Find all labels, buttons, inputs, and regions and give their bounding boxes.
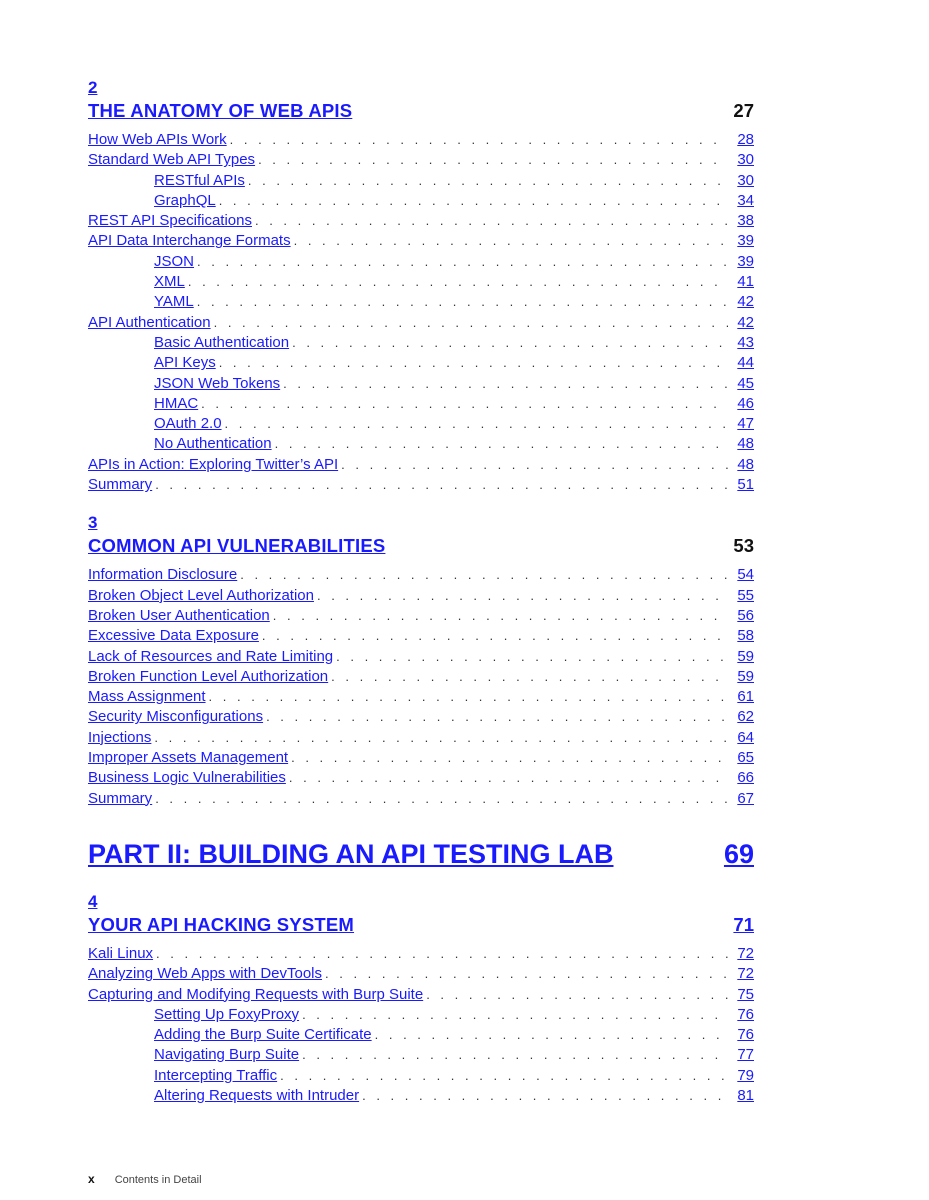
toc-entry-title-link[interactable]: GraphQL <box>154 191 216 209</box>
toc-entry[interactable] <box>88 789 754 809</box>
dot-leader <box>219 191 728 211</box>
dot-leader <box>262 626 728 646</box>
toc-entry-list <box>88 944 754 1106</box>
dot-leader <box>266 707 728 727</box>
toc-page <box>88 78 754 1124</box>
chapter-title-link[interactable]: THE ANATOMY OF WEB APIS <box>88 100 353 121</box>
toc-entry-title-link[interactable]: Broken User Authentication <box>88 606 270 624</box>
toc-entry[interactable] <box>88 647 754 667</box>
toc-entry-page-link[interactable]: 47 <box>737 415 754 433</box>
dot-leader <box>291 748 728 768</box>
dot-leader <box>209 687 728 707</box>
toc-entry-title-link[interactable]: API Keys <box>154 354 216 372</box>
dot-leader <box>197 252 728 272</box>
footer-label: Contents in Detail <box>114 1174 202 1186</box>
toc-entry-page-link[interactable]: 54 <box>737 566 754 584</box>
toc-entry-title-link[interactable]: Information Disclosure <box>88 566 238 584</box>
chapter-title-link[interactable]: COMMON API VULNERABILITIES <box>88 535 386 557</box>
dot-leader <box>362 1086 728 1106</box>
toc-entry-title-link[interactable]: Altering Requests with Intruder <box>154 1086 360 1104</box>
toc-entry[interactable] <box>88 606 754 626</box>
toc-entry-page-link[interactable]: 75 <box>737 985 754 1003</box>
toc-entry-page-link[interactable]: 30 <box>737 151 754 169</box>
toc-entry-title-link[interactable]: Mass Assignment <box>88 688 206 706</box>
toc-entry-page-link[interactable]: 65 <box>737 749 754 767</box>
toc-entry-title-link[interactable]: Basic Authentication <box>154 333 290 351</box>
toc-entry[interactable] <box>88 944 754 964</box>
dot-leader <box>331 667 728 687</box>
dot-leader <box>155 475 728 495</box>
toc-entry[interactable] <box>88 768 754 788</box>
toc-entry-page-link[interactable]: 34 <box>737 191 754 209</box>
toc-entry[interactable] <box>88 313 754 333</box>
dot-leader <box>275 434 728 454</box>
dot-leader <box>197 292 728 312</box>
toc-subentry[interactable] <box>88 1086 754 1106</box>
dot-leader <box>188 272 728 292</box>
toc-entry[interactable] <box>88 130 754 150</box>
toc-entry[interactable] <box>88 687 754 707</box>
toc-entry-list <box>88 130 754 495</box>
toc-entry-page-link[interactable]: 51 <box>737 476 754 494</box>
toc-entry[interactable] <box>88 150 754 170</box>
dot-leader <box>255 211 728 231</box>
toc-entry-title-link[interactable]: Navigating Burp Suite <box>154 1046 300 1064</box>
toc-entry-title-link[interactable]: No Authentication <box>154 435 272 453</box>
toc-entry-title-link[interactable]: Setting Up FoxyProxy <box>154 1005 300 1023</box>
toc-entry[interactable] <box>88 475 754 495</box>
toc-subentry[interactable] <box>88 394 754 414</box>
dot-leader <box>292 333 728 353</box>
toc-entry-title-link[interactable]: Kali Linux <box>88 944 154 962</box>
toc-entry[interactable] <box>88 211 754 231</box>
part-page-link[interactable]: 69 <box>723 838 754 869</box>
toc-entry[interactable] <box>88 231 754 251</box>
toc-entry[interactable] <box>88 728 754 748</box>
toc-entry[interactable] <box>88 964 754 984</box>
dot-leader <box>258 150 728 170</box>
toc-entry-page-link[interactable]: 56 <box>737 606 754 624</box>
toc-entry-page-link[interactable]: 45 <box>737 374 754 392</box>
toc-entry-page-link[interactable]: 61 <box>737 688 754 706</box>
chapter-heading <box>88 533 754 559</box>
toc-subentry[interactable] <box>88 292 754 312</box>
toc-entry-title-link[interactable]: Capturing and Modifying Requests with Burp Suite <box>88 985 424 1003</box>
dot-leader <box>273 606 728 626</box>
dot-leader <box>248 171 728 191</box>
toc-entry-title-link[interactable]: JSON Web Tokens <box>154 374 281 392</box>
dot-leader <box>156 944 728 964</box>
dot-leader <box>240 565 728 585</box>
toc-subentry[interactable] <box>88 252 754 272</box>
dot-leader <box>219 353 728 373</box>
dot-leader <box>154 728 728 748</box>
part-title-link[interactable]: PART II: BUILDING AN API TESTING LAB <box>88 838 614 869</box>
toc-subentry[interactable] <box>88 434 754 454</box>
toc-entry[interactable] <box>88 985 754 1005</box>
toc-entry-page-link[interactable]: 42 <box>737 313 754 331</box>
dot-leader <box>214 313 728 333</box>
dot-leader <box>317 586 728 606</box>
toc-entry-page-link[interactable]: 76 <box>737 1005 754 1023</box>
toc-entry-page-link[interactable]: 48 <box>737 455 754 473</box>
toc-entry-page-link[interactable]: 39 <box>737 252 754 270</box>
toc-entry-title-link[interactable]: Business Logic Vulnerabilities <box>88 769 286 787</box>
toc-subentry[interactable] <box>88 1045 754 1065</box>
toc-entry-title-link[interactable]: YAML <box>154 293 194 311</box>
toc-entry-page-link[interactable]: 64 <box>737 728 754 746</box>
toc-entry-page-link[interactable]: 48 <box>737 435 754 453</box>
toc-entry-title-link[interactable]: Excessive Data Exposure <box>88 627 259 645</box>
toc-entry-title-link[interactable]: OAuth 2.0 <box>154 415 222 433</box>
chapter-heading <box>88 98 754 124</box>
chapter-heading <box>88 912 754 938</box>
toc-entry-title-link[interactable]: Injections <box>88 728 152 746</box>
toc-entry-title-link[interactable]: Standard Web API Types <box>88 151 256 169</box>
toc-entry-title-link[interactable]: RESTful APIs <box>154 171 245 189</box>
dot-leader <box>283 374 728 394</box>
toc-entry[interactable] <box>88 707 754 727</box>
toc-entry-page-link[interactable]: 72 <box>737 965 754 983</box>
dot-leader <box>225 414 728 434</box>
toc-entry-title-link[interactable]: Improper Assets Management <box>88 749 289 767</box>
chapter-title-link[interactable]: YOUR API HACKING SYSTEM <box>88 913 355 935</box>
dot-leader <box>289 768 728 788</box>
dot-leader <box>336 647 728 667</box>
toc-entry[interactable] <box>88 586 754 606</box>
toc-entry-page-link[interactable]: 58 <box>737 627 754 645</box>
toc-entry-page-link[interactable]: 30 <box>737 171 754 189</box>
toc-entry-page-link[interactable]: 59 <box>737 647 754 665</box>
toc-entry-title-link[interactable]: Adding the Burp Suite Certificate <box>154 1026 372 1044</box>
toc-entry-title-link[interactable]: Lack of Resources and Rate Limiting <box>88 647 334 665</box>
toc-entry-title-link[interactable]: API Data Interchange Formats <box>88 232 291 250</box>
toc-subentry[interactable] <box>88 374 754 394</box>
toc-entry-title-link[interactable]: JSON <box>154 252 195 270</box>
toc-entry-title-link[interactable]: Analyzing Web Apps with DevTools <box>88 965 323 983</box>
dot-leader <box>426 985 728 1005</box>
toc-subentry[interactable] <box>88 353 754 373</box>
dot-leader <box>155 789 728 809</box>
toc-entry-page-link[interactable]: 38 <box>737 212 754 230</box>
toc-entry-title-link[interactable]: HMAC <box>154 394 199 412</box>
chapter-number-link[interactable]: 4 <box>88 891 98 911</box>
chapter-3-section <box>88 513 754 809</box>
toc-subentry[interactable] <box>88 1005 754 1025</box>
toc-subentry[interactable] <box>88 1066 754 1086</box>
dot-leader <box>294 231 728 251</box>
toc-entry-list <box>88 565 754 809</box>
toc-entry-page-link[interactable]: 28 <box>737 131 754 148</box>
toc-subentry[interactable] <box>88 333 754 353</box>
footer-page-number: x <box>88 1172 95 1186</box>
chapter-2-section <box>88 78 754 495</box>
toc-entry-page-link[interactable]: 67 <box>737 789 754 807</box>
toc-entry-page-link[interactable]: 44 <box>737 354 754 372</box>
toc-entry-title-link[interactable]: Intercepting Traffic <box>154 1066 278 1084</box>
toc-entry-page-link[interactable]: 72 <box>737 944 754 962</box>
toc-entry-title-link[interactable]: Security Misconfigurations <box>88 708 264 726</box>
page-footer <box>88 1172 202 1186</box>
toc-entry-page-link[interactable]: 76 <box>737 1026 754 1044</box>
part-heading <box>88 839 754 870</box>
chapter-page-link[interactable]: 71 <box>733 913 754 935</box>
toc-entry-page-link[interactable]: 42 <box>737 293 754 311</box>
toc-entry-page-link[interactable]: 66 <box>737 769 754 787</box>
toc-entry-title-link[interactable]: REST API Specifications <box>88 212 252 230</box>
toc-entry-title-link[interactable]: XML <box>154 273 185 291</box>
toc-entry-page-link[interactable]: 79 <box>737 1066 754 1084</box>
toc-entry[interactable] <box>88 748 754 768</box>
toc-subentry[interactable] <box>88 171 754 191</box>
dot-leader <box>201 394 728 414</box>
chapter-4-section <box>88 892 754 1106</box>
toc-entry-page-link[interactable]: 77 <box>737 1046 754 1064</box>
toc-entry-page-link[interactable]: 62 <box>737 708 754 726</box>
toc-entry-page-link[interactable]: 41 <box>737 273 754 291</box>
toc-entry[interactable] <box>88 565 754 585</box>
toc-subentry[interactable] <box>88 272 754 292</box>
toc-entry-title-link[interactable]: Summary <box>88 789 153 807</box>
toc-entry[interactable] <box>88 455 754 475</box>
chapter-page-number: 53 <box>733 535 754 557</box>
dot-leader <box>302 1045 728 1065</box>
toc-entry-title-link[interactable]: Broken Object Level Authorization <box>88 586 314 604</box>
dot-leader <box>230 130 728 150</box>
dot-leader <box>280 1066 728 1086</box>
chapter-page-number: 27 <box>733 100 754 121</box>
toc-entry-title-link[interactable]: Broken Function Level Authorization <box>88 667 329 685</box>
dot-leader <box>341 455 728 475</box>
toc-entry[interactable] <box>88 667 754 687</box>
toc-entry-page-link[interactable]: 59 <box>737 667 754 685</box>
chapter-number-link[interactable]: 3 <box>88 513 98 533</box>
dot-leader <box>375 1025 728 1045</box>
toc-entry-page-link[interactable]: 43 <box>737 333 754 351</box>
toc-entry-page-link[interactable]: 81 <box>737 1086 754 1104</box>
toc-entry-title-link[interactable]: Summary <box>88 476 153 494</box>
toc-entry-page-link[interactable]: 55 <box>737 586 754 604</box>
toc-entry[interactable] <box>88 626 754 646</box>
toc-entry-title-link[interactable]: How Web APIs Work <box>88 131 227 148</box>
dot-leader <box>325 964 728 984</box>
toc-entry-page-link[interactable]: 39 <box>737 232 754 250</box>
dot-leader <box>302 1005 728 1025</box>
toc-subentry[interactable] <box>88 414 754 434</box>
chapter-number-link[interactable]: 2 <box>88 78 98 97</box>
toc-entry-title-link[interactable]: APIs in Action: Exploring Twitter’s API <box>88 455 339 473</box>
toc-subentry[interactable] <box>88 1025 754 1045</box>
toc-subentry[interactable] <box>88 191 754 211</box>
toc-entry-title-link[interactable]: API Authentication <box>88 313 211 331</box>
toc-entry-page-link[interactable]: 46 <box>737 394 754 412</box>
